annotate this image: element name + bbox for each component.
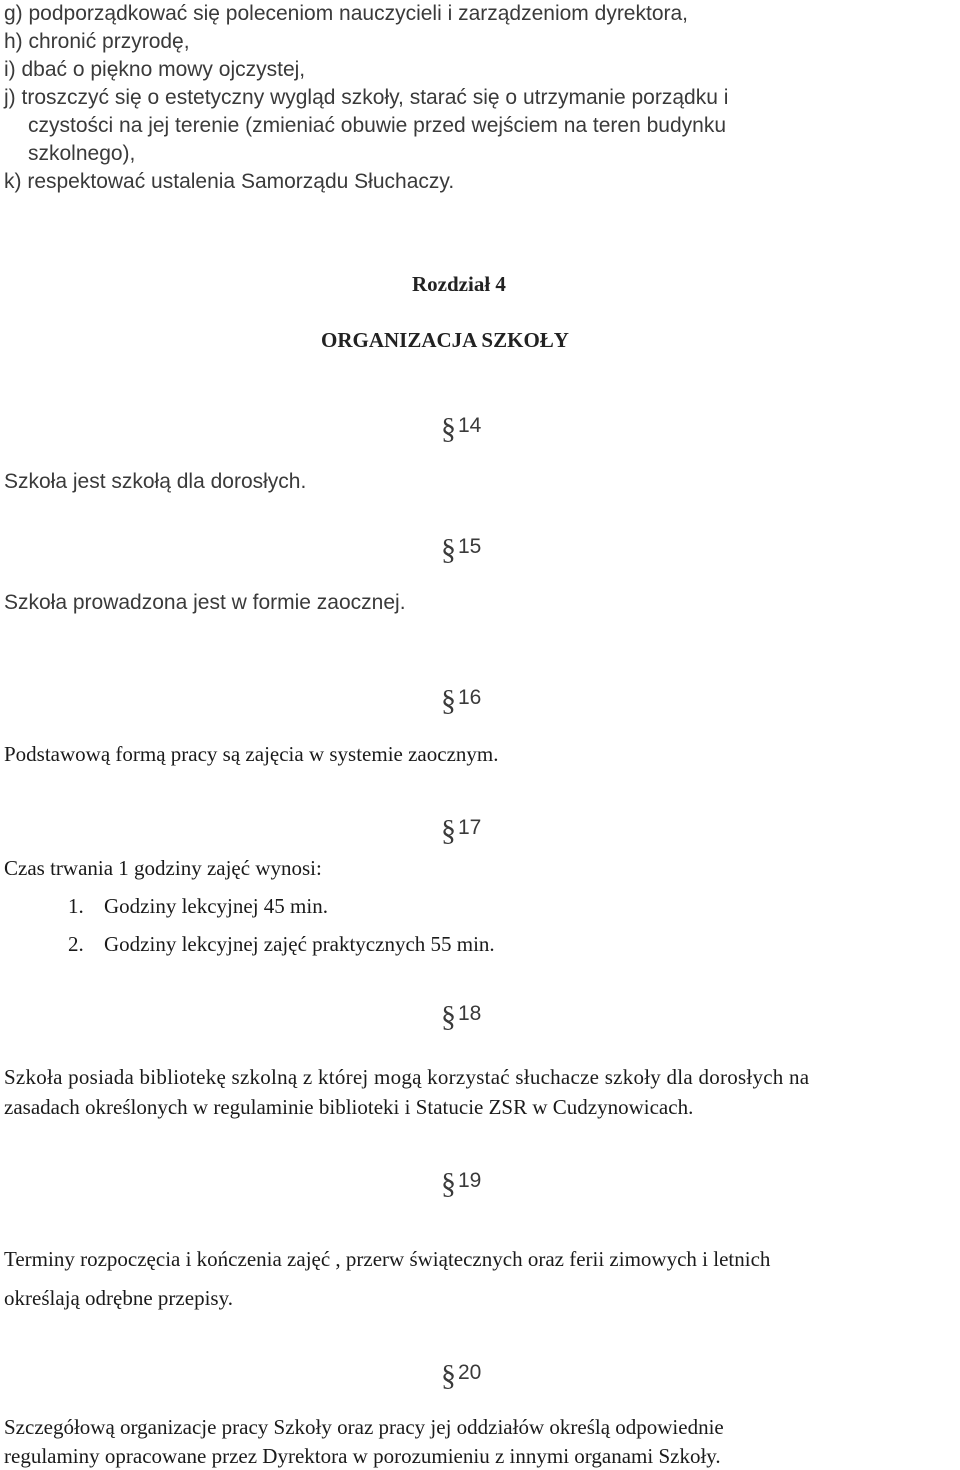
paragraph-text-14: Szkoła jest szkołą dla dorosłych. <box>4 470 307 493</box>
section-symbol: § <box>441 1167 456 1200</box>
list-item-j-continuation: czystości na jej terenie (zmieniać obuwie przed wejściem na teren budynku <box>28 114 727 137</box>
list-item: Godziny lekcyjnej zajęć praktycznych 55 min. <box>104 932 495 956</box>
paragraph-heading-20 <box>441 1359 482 1392</box>
paragraph-heading-14 <box>441 412 482 445</box>
paragraph-text-16: Podstawową formą pracy są zajęcia w systemie zaocznym. <box>4 742 499 766</box>
section-symbol: § <box>441 412 456 445</box>
paragraph-heading-15 <box>441 533 482 566</box>
list-item: Godziny lekcyjnej 45 min. <box>104 894 328 918</box>
list-item-marker: 2. <box>68 932 84 956</box>
paragraph-heading-16 <box>441 684 482 717</box>
paragraph-number: 19 <box>458 1169 482 1192</box>
section-symbol: § <box>441 684 456 717</box>
paragraph-heading-18 <box>441 1000 482 1033</box>
list-item-i: i) dbać o piękno mowy ojczystej, <box>4 58 306 81</box>
paragraph-text-20: regulaminy opracowane przez Dyrektora w porozumieniu z innymi organami Szkoły. <box>4 1444 721 1468</box>
paragraph-number: 18 <box>458 1002 482 1025</box>
section-symbol: § <box>441 814 456 847</box>
list-item-marker: 1. <box>68 894 84 918</box>
paragraph-text-20: Szczegółową organizacje pracy Szkoły oraz pracy jej oddziałów określą odpowiednie <box>4 1415 724 1439</box>
paragraph-number: 15 <box>458 535 482 558</box>
list-item-h: h) chronić przyrodę, <box>4 30 190 53</box>
paragraph-heading-19 <box>441 1167 482 1200</box>
paragraph-text-17: Czas trwania 1 godziny zajęć wynosi: <box>4 856 322 880</box>
section-symbol: § <box>441 533 456 566</box>
paragraph-number: 20 <box>458 1361 482 1384</box>
paragraph-number: 16 <box>458 686 482 709</box>
chapter-title: ORGANIZACJA SZKOŁY <box>321 328 569 352</box>
paragraph-number: 14 <box>458 414 482 437</box>
list-item-g: g) podporządkować się poleceniom nauczycieli i zarządzeniom dyrektora, <box>4 2 689 25</box>
list-item-j: j) troszczyć się o estetyczny wygląd szkoły, starać się o utrzymanie porządku i <box>4 86 729 109</box>
paragraph-text-18: Szkoła posiada bibliotekę szkolną z której mogą korzystać słuchacze szkoły dla dorosłych na <box>4 1065 810 1089</box>
paragraph-text-15: Szkoła prowadzona jest w formie zaocznej. <box>4 591 406 614</box>
section-symbol: § <box>441 1000 456 1033</box>
paragraph-text-19: określają odrębne przepisy. <box>4 1286 233 1310</box>
section-symbol: § <box>441 1359 456 1392</box>
paragraph-number: 17 <box>458 816 482 839</box>
list-item-j-continuation: szkolnego), <box>28 142 136 165</box>
list-item-k: k) respektować ustalenia Samorządu Słuchaczy. <box>4 170 455 193</box>
chapter-number: Rozdział 4 <box>412 272 506 296</box>
paragraph-text-19: Terminy rozpoczęcia i kończenia zajęć , przerw świątecznych oraz ferii zimowych i letnich <box>4 1247 771 1271</box>
paragraph-heading-17 <box>441 814 482 847</box>
paragraph-text-18: zasadach określonych w regulaminie biblioteki i Statucie ZSR w Cudzynowicach. <box>4 1095 694 1119</box>
